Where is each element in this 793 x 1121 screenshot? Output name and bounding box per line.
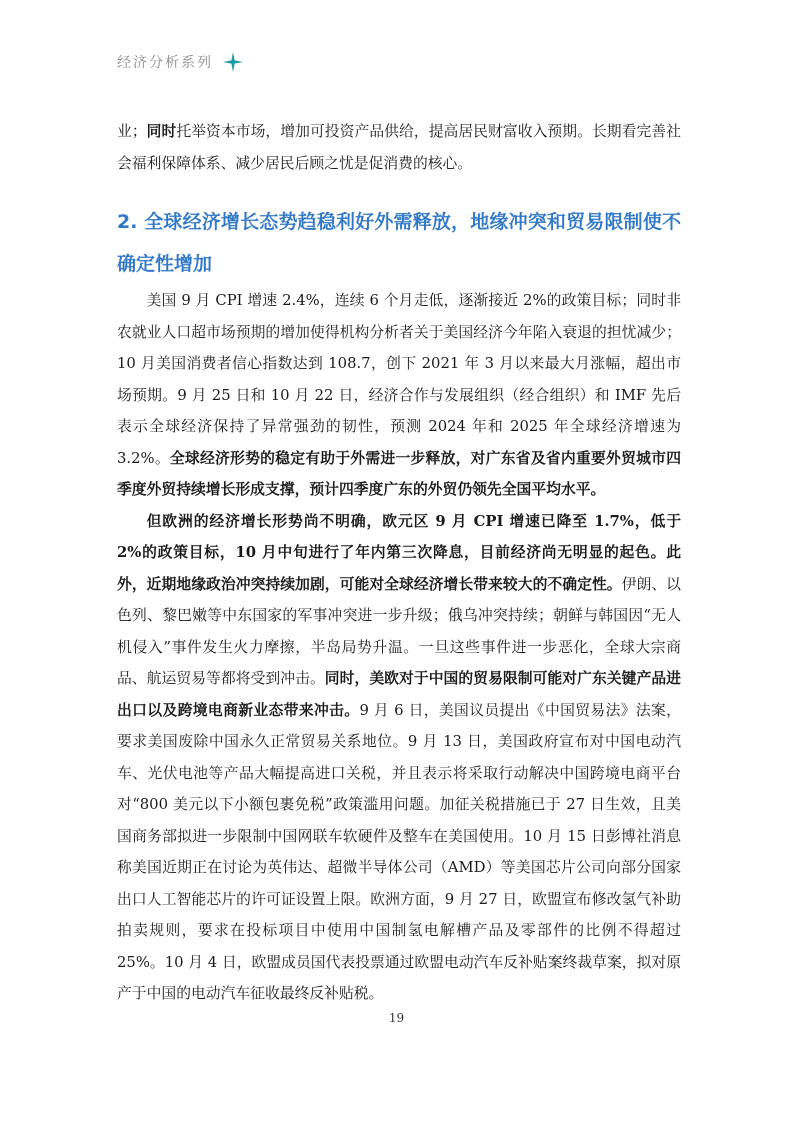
intro-text-1: 业； (117, 123, 147, 140)
paragraph-us-economy (117, 285, 681, 506)
para2-bold-2: 同时，美欧对于中国的贸易限制可能对广东关键产品进出口以及跨境电商新业态带来冲击。 (117, 670, 681, 719)
page-number: 19 (388, 1011, 405, 1025)
intro-paragraph (117, 116, 681, 179)
intro-bold-1: 同时 (146, 123, 177, 140)
para2-text-2: 9 月 6 日，美国议员提出《中国贸易法》法案，要求美国废除中国永久正常贸易关系地位。9 月 13 日，美国政府宣布对中国电动汽车、光伏电池等产品大幅提高进口关税，并且表示将采取行动解决中国跨境电商平台 对“800 美元以下小额包裹免税”政策滥用问题。加征关税措施已于 27 日生效，且美国商务部拟进一步限制中国网联车软硬件及整车在美国使用。10 月 15 日彭博社消息称美国近期正在讨论为英伟达、超微半导体公司（AMD）等美国芯片公司向部分国家出口人工智能芯片的许可证设置上限。欧洲方面，9 月 27 日，欧盟宣布修改氢气补助拍卖规则，要求在投标项目中使用中国制氢电解槽产品及零部件的比例不得超过 25%。10 月 4 日，欧盟成员国代表投票通过欧盟电动汽车反补贴案终裁草案，拟对原产于中国的电动汽车征收最终反补贴税。 (117, 701, 681, 1002)
running-header (117, 52, 243, 72)
intro-text-2: 托举资本市场，增加可投资产品供给，提高居民财富收入预期。长期看完善社会福利保障体系、减少居民后顾之忧是促消费的核心。 (117, 123, 681, 172)
para1-bold-1: 全球经济形势的稳定有助于外需进一步释放，对广东省及省内重要外贸城市四季度外贸持续增长形成支撑，预计四季度广东的外贸仍领先全国平均水平。 (117, 449, 681, 498)
para1-text-1: 美国 9 月 CPI 增速 2.4%，连续 6 个月走低，逐渐接近 2%的政策目标；同时非农就业人口超市场预期的增加使得机构分析者关于美国经济今年陷入衰退的担忧减少；10 月美国消费者信心指数达到 108.7，创下 2021 年 3 月以来最大月涨幅，超出市场预期。9 月 25 日和 10 月 22 日，经济合作与发展组织（经合组织）和 IMF 先后表示全球经济保持了异常强劲的韧性，预测 2024 年和 2025 年全球经济增速为 3.2%。 (117, 292, 681, 467)
page-body (117, 116, 681, 1010)
para2-bold-1: 但欧洲的经济增长形势尚不明确，欧元区 9 月 CPI 增速已降至 1.7%，低于 2%的政策目标，10 月中旬进行了年内第三次降息，目前经济尚无明显的起色。此外，近期地缘政治冲突持续加剧，可能对全球经济增长带来较大的不确定性。 (117, 512, 681, 593)
section-heading: 2. 全球经济增长态势趋稳利好外需释放，地缘冲突和贸易限制使不确定性增加 (117, 211, 681, 275)
series-label: 经济分析系列 (117, 55, 213, 71)
paragraph-europe-geopolitics (117, 506, 681, 1010)
four-point-star-icon (223, 52, 243, 72)
para2-text-1: 伊朗、以色列、黎巴嫩等中东国家的军事冲突进一步升级；俄乌冲突持续；朝鲜与韩国因“无人机侵入”事件发生火力摩擦，半岛局势升温。一旦这些事件进一步恶化，全球大宗商品、航运贸易等都将受到冲击。 (117, 575, 681, 687)
